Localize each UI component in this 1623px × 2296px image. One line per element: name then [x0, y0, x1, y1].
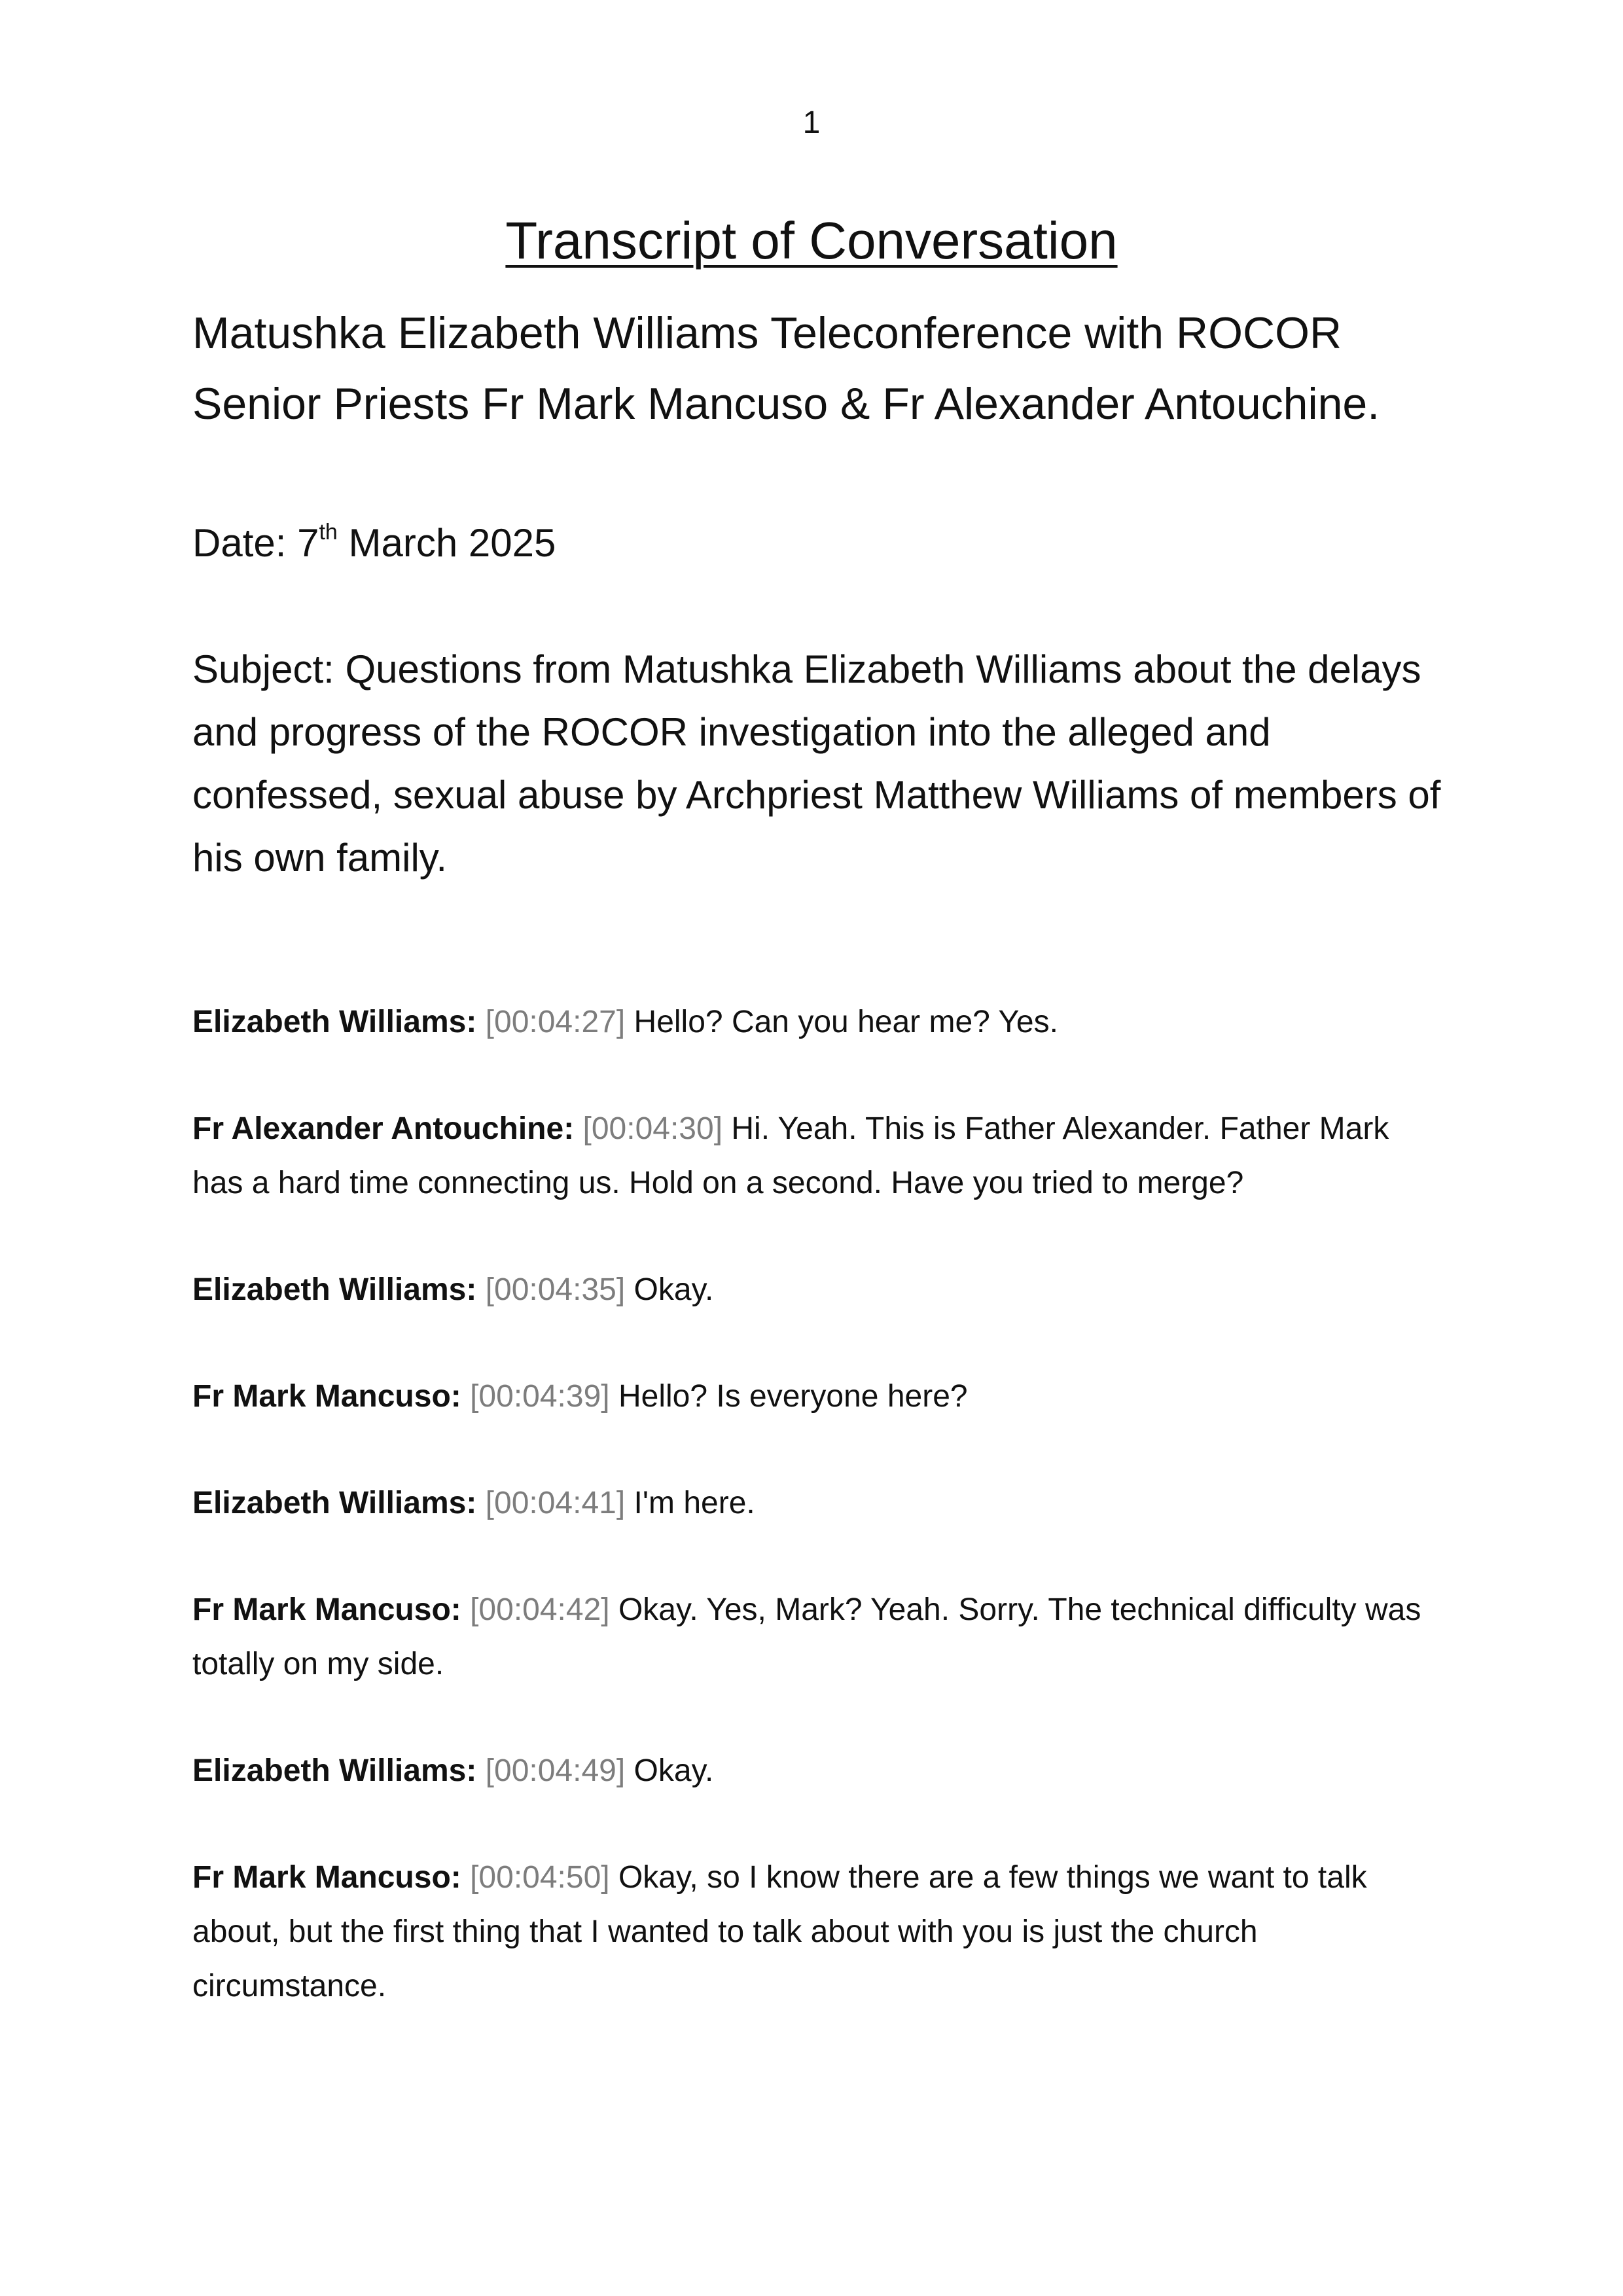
speaker-name: Fr Mark Mancuso: [192, 1860, 461, 1895]
utterance-text: Okay. Yes, Mark? Yeah. Sorry. The technical difficulty was totally on my side. [192, 1592, 1421, 1681]
timestamp: [00:04:39] [470, 1379, 610, 1414]
timestamp: [00:04:30] [582, 1111, 723, 1146]
date-rest: March 2025 [337, 521, 556, 565]
timestamp: [00:04:50] [470, 1860, 610, 1895]
date-line [192, 514, 1436, 573]
transcript-entry [192, 1476, 1436, 1530]
transcript-entry [192, 1102, 1436, 1210]
utterance-text: Okay. [633, 1272, 714, 1307]
utterance-text: I'm here. [633, 1486, 755, 1520]
utterance-text: Okay. [633, 1753, 714, 1788]
transcript-entry [192, 995, 1436, 1049]
speaker-name: Elizabeth Williams: [192, 1272, 477, 1307]
document-heading: Matushka Elizabeth Williams Teleconference with ROCOR Senior Priests Fr Mark Mancuso & Fr Alexander Antouchine. [192, 308, 1380, 429]
transcript [192, 995, 1436, 2066]
timestamp: [00:04:42] [470, 1592, 610, 1627]
transcript-entry [192, 1744, 1436, 1798]
speaker-name: Elizabeth Williams: [192, 1005, 477, 1039]
subject-paragraph: Subject: Questions from Matushka Elizabeth Williams about the delays and progress of the ROCOR investigation into the alleged and confessed, sexual abuse by Archpriest Matthew Williams of members of his own family. [192, 647, 1441, 880]
timestamp: [00:04:49] [485, 1753, 626, 1788]
transcript-entry [192, 1583, 1436, 1691]
utterance-text: Hello? Can you hear me? Yes. [633, 1005, 1058, 1039]
date-ordinal-suffix: th [319, 520, 338, 545]
transcript-entry [192, 1369, 1436, 1424]
speaker-name: Elizabeth Williams: [192, 1486, 477, 1520]
transcript-entry [192, 1850, 1436, 2013]
page-number: 1 [802, 105, 821, 140]
date-label: Date: 7 [192, 521, 319, 565]
timestamp: [00:04:35] [485, 1272, 626, 1307]
utterance-text: Hi. Yeah. This is Father Alexander. Father Mark has a hard time connecting us. Hold on a second. Have you tried to merge? [192, 1111, 1389, 1200]
utterance-text: Okay, so I know there are a few things we want to talk about, but the first thing that I wanted to talk about with you is just the church circumstance. [192, 1860, 1367, 2003]
timestamp: [00:04:41] [485, 1486, 626, 1520]
document-title-text: Transcript of Conversation [505, 211, 1118, 270]
timestamp: [00:04:27] [485, 1005, 626, 1039]
speaker-name: Fr Mark Mancuso: [192, 1592, 461, 1627]
transcript-entry [192, 1263, 1436, 1317]
speaker-name: Fr Alexander Antouchine: [192, 1111, 575, 1146]
document-title [0, 209, 1623, 272]
speaker-name: Fr Mark Mancuso: [192, 1379, 461, 1414]
speaker-name: Elizabeth Williams: [192, 1753, 477, 1788]
utterance-text: Hello? Is everyone here? [618, 1379, 968, 1414]
